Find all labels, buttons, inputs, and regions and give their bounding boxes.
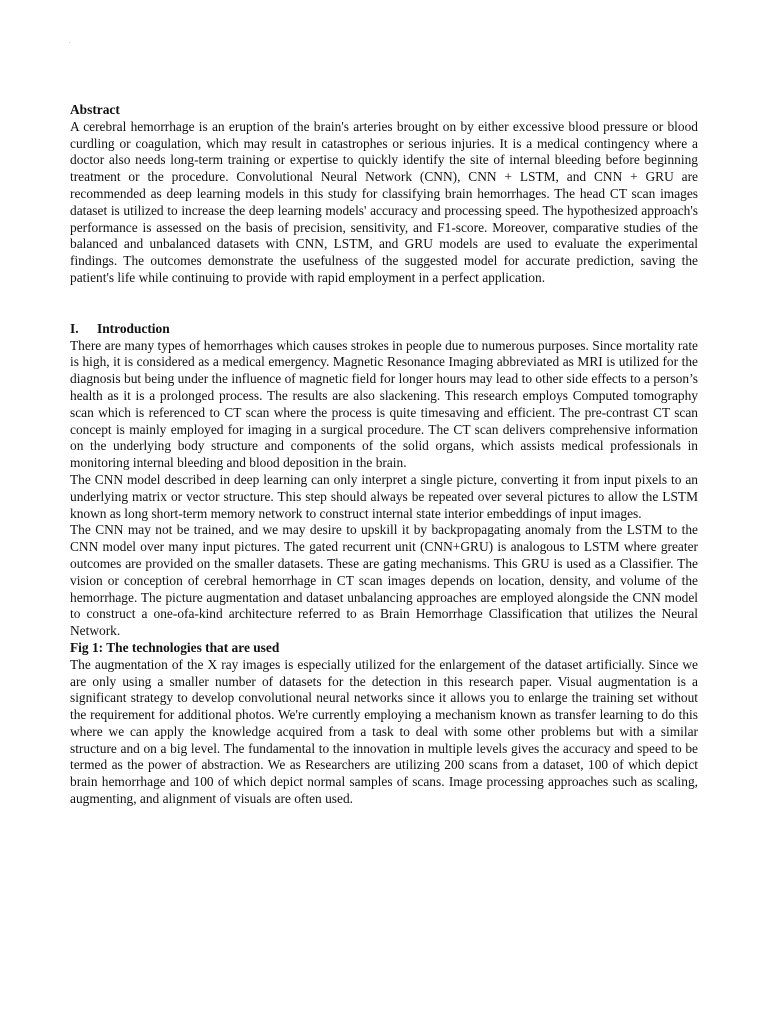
intro-paragraph-2: The CNN model described in deep learning can only interpret a single picture, converting it from input pixels to an underlying matrix or vector structure. This step should always be repeated over several pictures to allow the LSTM known as long short-term memory network to construct internal state interior embeddings of input images.: [70, 471, 698, 521]
introduction-heading: [70, 321, 698, 338]
figure-caption: Fig 1: The technologies that are used: [70, 639, 280, 655]
section-number: I.: [70, 320, 79, 336]
section-title: Introduction: [97, 320, 170, 336]
paper-page: [70, 102, 698, 808]
intro-paragraph-3: The CNN may not be trained, and we may desire to upskill it by backpropagating anomaly from the LSTM to the CNN model over many input pictures. The gated recurrent unit (CNN+GRU) is analogous to LSTM where greater outcomes are provided on the smaller datasets. These are gating mechanisms. This GRU is used as a Classifier. The vision or conception of cerebral hemorrhage in CT scan images depends on location, density, and volume of the hemorrhage. The picture augmentation and dataset unbalancing approaches are employed alongside the CNN model to construct a one-ofa-kind architecture referred to as Brain Hemorrhage Classification that utilizes the Neural Network.: [70, 522, 698, 639]
section-gap: [70, 287, 698, 321]
abstract-text: A cerebral hemorrhage is an eruption of the brain's arteries brought on by either excessive blood pressure or blood curdling or coagulation, which may result in catastrophes or serious injuries. It is a medical contingency where a doctor also needs long-term training or expertise to quickly identify the site of internal bleeding before beginning treatment or the procedure. Convolutional Neural Network (CNN), CNN + LSTM, and CNN + GRU are recommended as deep learning models in this study for classifying brain hemorrhages. The head CT scan images dataset is utilized to increase the deep learning models' accuracy and processing speed. The hypothesized approach's performance is assessed on the basis of precision, sensitivity, and F1-score. Moreover, comparative studies of the balanced and unbalanced datasets with CNN, LSTM, and GRU models are used to evaluate the experimental findings. The outcomes demonstrate the usefulness of the suggested model for accurate prediction, saving the patient's life while continuing to provide with rapid employment in a perfect application.: [70, 118, 698, 285]
abstract-heading: Abstract: [70, 102, 120, 117]
body-paragraph: The augmentation of the X ray images is especially utilized for the enlargement of the dataset artificially. Since we are only using a smaller number of datasets for the detection in this research paper. Visual augmentation is a significant strategy to develop convolutional neural networks since it allows you to enlarge the training set without the requirement for additional photos. We're currently employing a mechanism known as transfer learning to do this where we can apply the knowledge acquired from a task to deal with some other problems but with a similar structure and on a big level. The fundamental to the innovation in multiple levels gives the accuracy and speed to be termed as the power of abstraction. We as Researchers are utilizing 200 scans from a dataset, 100 of which depict brain hemorrhage and 100 of which depict normal samples of scans. Image processing approaches such as scaling, augmenting, and alignment of visuals are often used.: [70, 656, 698, 807]
page-speck: [69, 42, 70, 43]
intro-paragraph-1: There are many types of hemorrhages which causes strokes in people due to numerous purposes. Since mortality rate is high, it is considered as a medical emergency. Magnetic Resonance Imaging abbreviated as MRI is utilized for the diagnosis but being under the influence of magnetic field for longer hours may lead to other side effects to a person’s health as it is a prolonged process. The results are also slackening. This research employs Computed tomography scan which is referenced to CT scan where the process is quite timesaving and efficient. The pre-contrast CT scan concept is mainly employed for imaging in a surgical procedure. The CT scan delivers comprehensive information on the underlying body structure and components of the solid organs, which assists medical professionals in monitoring internal bleeding and blood deposition in the brain.: [70, 337, 698, 471]
